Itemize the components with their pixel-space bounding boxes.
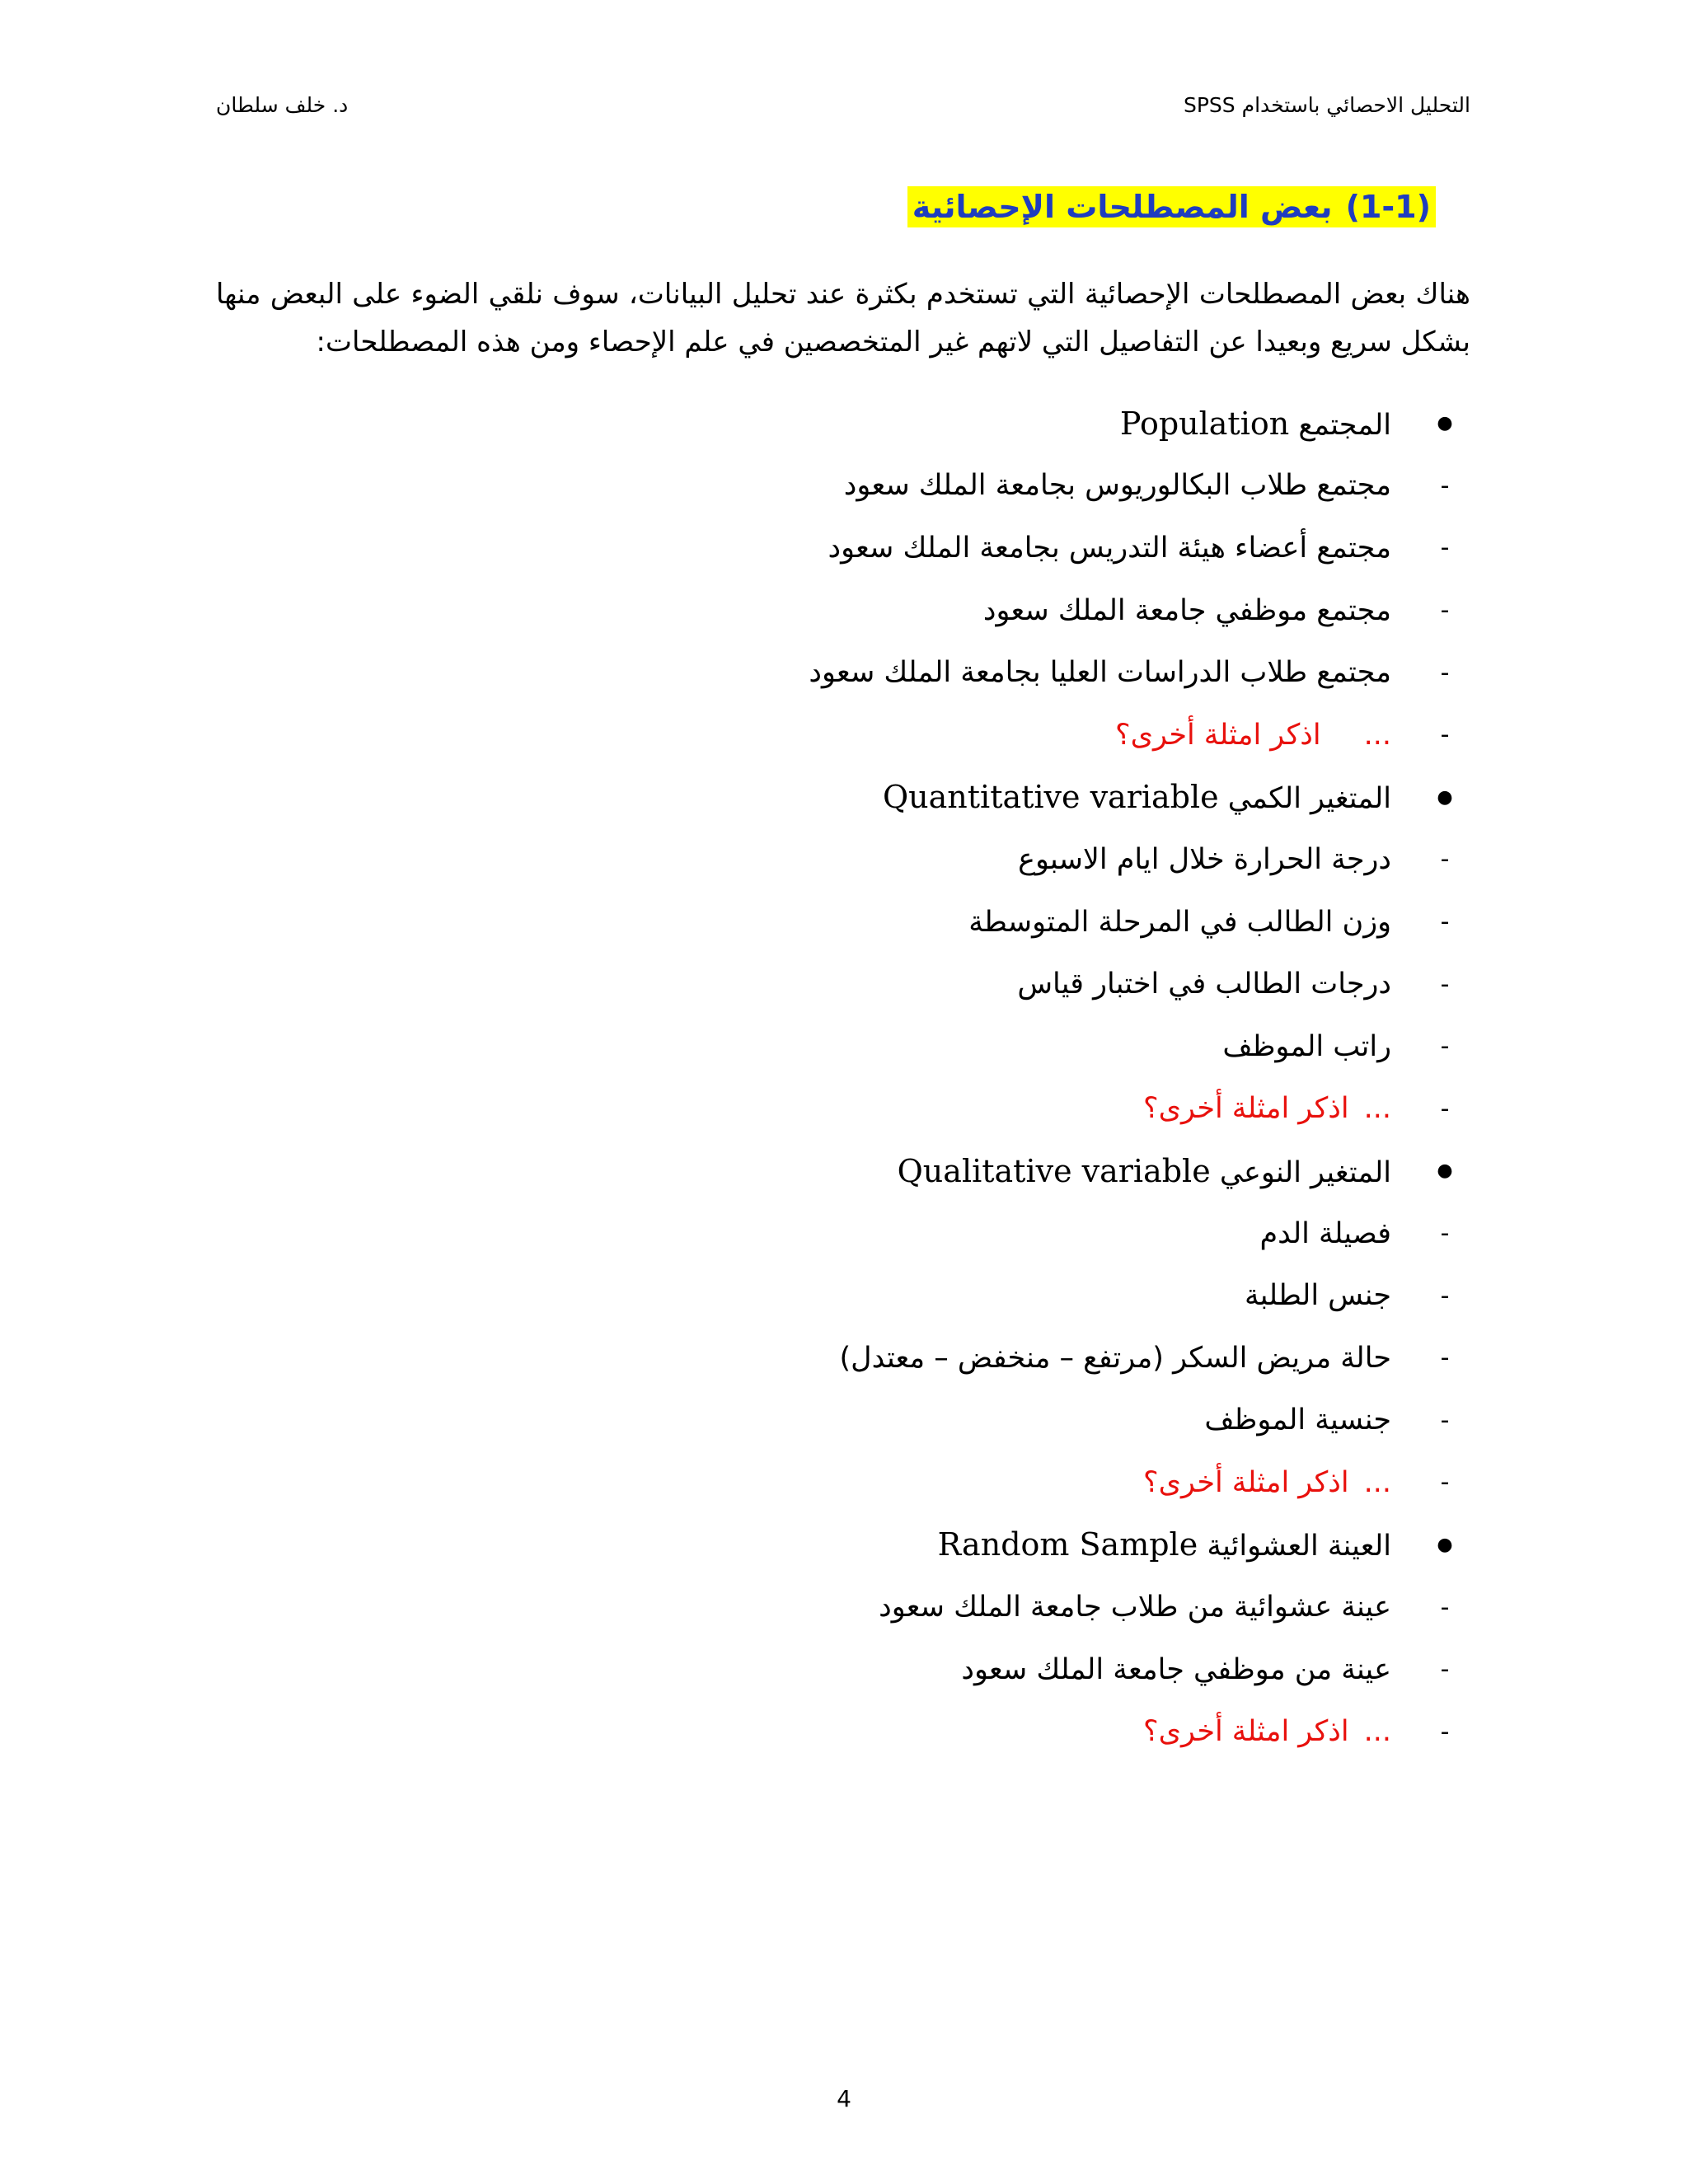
section-number: (1-1) bbox=[1345, 189, 1431, 225]
list-item bbox=[399, 641, 1470, 704]
dash-icon: - bbox=[1440, 969, 1450, 999]
bullet-icon: ● bbox=[1437, 786, 1453, 808]
dash-icon: - bbox=[1440, 720, 1450, 750]
list-item bbox=[399, 1202, 1470, 1265]
prompt-text: اذكر امثلة أخرى؟ bbox=[1143, 1715, 1349, 1749]
list-item bbox=[399, 1576, 1470, 1638]
term-population bbox=[399, 392, 1470, 455]
example-text: جنسية الموظف bbox=[1204, 1404, 1391, 1437]
header-author: د. خلف سلطان bbox=[216, 93, 349, 117]
example-text: مجتمع طلاب البكالوريوس بجامعة الملك سعود bbox=[843, 469, 1391, 503]
page-number: 4 bbox=[837, 2085, 851, 2112]
list-item bbox=[399, 953, 1470, 1015]
example-text: درجة الحرارة خلال ايام الاسبوع bbox=[1018, 842, 1391, 876]
term-random-sample bbox=[399, 1514, 1470, 1577]
dash-icon: - bbox=[1440, 596, 1450, 626]
dash-icon: - bbox=[1440, 1343, 1450, 1373]
dash-icon: - bbox=[1440, 1468, 1450, 1497]
bullet-icon: ● bbox=[1437, 1160, 1453, 1182]
list-item bbox=[399, 1390, 1470, 1452]
list-item bbox=[399, 579, 1470, 642]
list-item bbox=[399, 1015, 1470, 1078]
term-english: Population bbox=[1119, 405, 1290, 442]
more-examples-prompt bbox=[399, 1078, 1470, 1141]
example-text: حالة مريض السكر (مرتفع – منخفض – معتدل) bbox=[839, 1341, 1391, 1375]
term-english: Qualitative variable bbox=[897, 1152, 1211, 1189]
section-heading bbox=[907, 186, 1436, 227]
dash-icon: - bbox=[1440, 1655, 1450, 1685]
ellipsis: ... bbox=[1363, 1465, 1391, 1499]
bullet-icon: ● bbox=[1437, 1534, 1453, 1555]
dash-icon: - bbox=[1440, 1281, 1450, 1310]
dash-icon: - bbox=[1440, 471, 1450, 500]
example-text: وزن الطالب في المرحلة المتوسطة bbox=[968, 905, 1391, 939]
term-qualitative-variable bbox=[399, 1140, 1470, 1202]
dash-icon: - bbox=[1440, 533, 1450, 563]
intro-paragraph: هناك بعض المصطلحات الإحصائية التي تستخدم بكثرة عند تحليل البيانات، سوف نلقي الضوء على البعض منها بشكل سريع وبعيدا عن التفاصيل التي لاتهم غير المتخصصين في علم الإحصاء ومن هذه المصطلحات: bbox=[216, 278, 1470, 359]
example-text: عينة من موظفي جامعة الملك سعود bbox=[961, 1652, 1391, 1686]
dash-icon: - bbox=[1440, 1219, 1450, 1249]
prompt-text: اذكر امثلة أخرى؟ bbox=[1115, 718, 1321, 752]
list-item bbox=[399, 828, 1470, 891]
dash-icon: - bbox=[1440, 1717, 1450, 1746]
list-item bbox=[399, 1264, 1470, 1327]
example-text: مجتمع موظفي جامعة الملك سعود bbox=[982, 593, 1391, 627]
example-text: عينة عشوائية من طلاب جامعة الملك سعود bbox=[879, 1591, 1391, 1624]
example-text: جنس الطلبة bbox=[1245, 1279, 1391, 1313]
prompt-text: اذكر امثلة أخرى؟ bbox=[1143, 1465, 1349, 1499]
ellipsis: ... bbox=[1363, 1715, 1391, 1749]
example-text: درجات الطالب في اختبار قياس bbox=[1017, 968, 1391, 1001]
term-arabic: المتغير الكمي bbox=[1227, 782, 1391, 816]
bullet-icon: ● bbox=[1437, 413, 1453, 434]
example-text: راتب الموظف bbox=[1222, 1029, 1391, 1063]
list-item bbox=[399, 1327, 1470, 1390]
term-english: Quantitative variable bbox=[883, 779, 1219, 816]
dash-icon: - bbox=[1440, 1592, 1450, 1622]
list-item bbox=[399, 891, 1470, 954]
dash-icon: - bbox=[1440, 907, 1450, 937]
example-text: مجتمع أعضاء هيئة التدريس بجامعة الملك سعود bbox=[828, 531, 1391, 565]
more-examples-prompt bbox=[399, 1451, 1470, 1514]
dash-icon: - bbox=[1440, 658, 1450, 687]
ellipsis: ... bbox=[1363, 718, 1391, 752]
prompt-text: اذكر امثلة أخرى؟ bbox=[1143, 1092, 1349, 1126]
more-examples-prompt bbox=[399, 704, 1470, 766]
header-book-title: التحليل الاحصائي باستخدام SPSS bbox=[1183, 93, 1470, 117]
list-item bbox=[399, 455, 1470, 518]
dash-icon: - bbox=[1440, 1032, 1450, 1062]
term-arabic: العينة العشوائية bbox=[1207, 1530, 1391, 1563]
example-text: مجتمع طلاب الدراسات العليا بجامعة الملك سعود bbox=[809, 656, 1391, 690]
terms-list bbox=[399, 392, 1470, 1763]
dash-icon: - bbox=[1440, 1405, 1450, 1435]
term-quantitative-variable bbox=[399, 766, 1470, 829]
dash-icon: - bbox=[1440, 1094, 1450, 1123]
term-english: Random Sample bbox=[937, 1526, 1198, 1563]
example-text: فصيلة الدم bbox=[1259, 1216, 1391, 1250]
dash-icon: - bbox=[1440, 845, 1450, 874]
term-arabic: المجتمع bbox=[1298, 408, 1391, 442]
ellipsis: ... bbox=[1363, 1092, 1391, 1126]
list-item bbox=[399, 517, 1470, 579]
section-title: بعض المصطلحات الإحصائية bbox=[912, 189, 1333, 225]
more-examples-prompt bbox=[399, 1700, 1470, 1763]
list-item bbox=[399, 1638, 1470, 1701]
term-arabic: المتغير النوعي bbox=[1219, 1155, 1391, 1189]
